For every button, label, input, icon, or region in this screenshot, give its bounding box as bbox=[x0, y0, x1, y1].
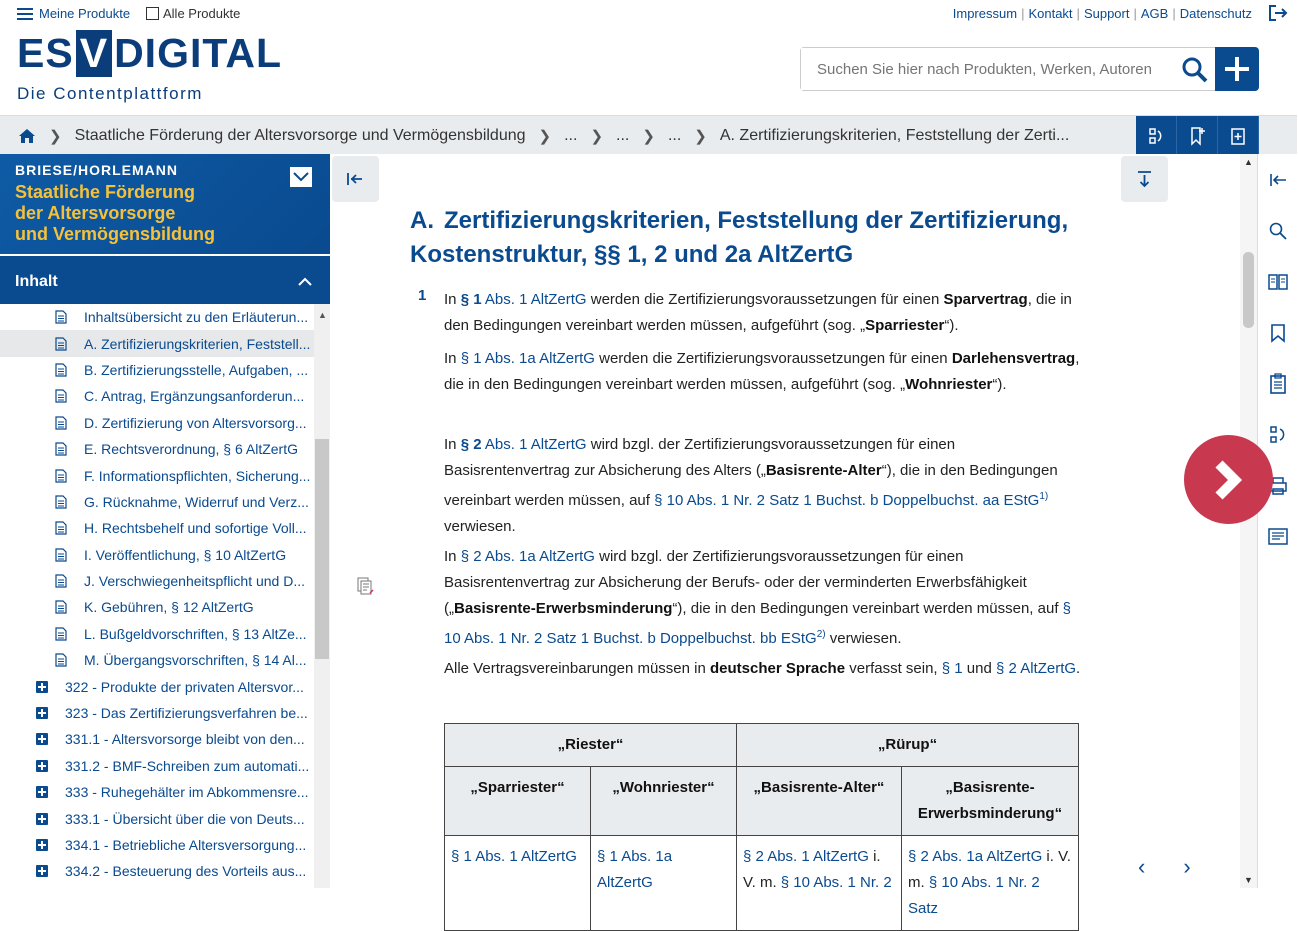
toc-chapter-item[interactable] bbox=[0, 832, 314, 858]
table-group-header: „Rürup“ bbox=[737, 724, 1079, 767]
toc-chapter-item[interactable] bbox=[0, 673, 314, 699]
expand-plus-icon[interactable] bbox=[36, 839, 48, 851]
search-icon bbox=[1268, 221, 1288, 241]
document-icon bbox=[55, 363, 67, 377]
toc-document-item[interactable] bbox=[0, 383, 314, 409]
toc-item-label: 334.2 - Besteuerung des Vorteils aus... bbox=[65, 863, 307, 880]
table-group-header-row bbox=[445, 724, 1079, 767]
top-bar bbox=[0, 0, 1297, 115]
clipboard-add-icon bbox=[1228, 126, 1248, 146]
comparison-table bbox=[444, 723, 1079, 931]
paragraph-5: Alle Vertragsvereinbarungen müssen in deutscher Sprache verfasst sein, § 1 und § 2 AltZertG. bbox=[444, 660, 1081, 677]
toc-chapter-item[interactable] bbox=[0, 753, 314, 779]
toc-document-item[interactable] bbox=[0, 330, 314, 356]
document-icon bbox=[55, 600, 67, 614]
toc-item-label: 322 - Produkte der privaten Altersvor... bbox=[65, 678, 304, 695]
toc-item-label: 331.1 - Altersvorsorge bleibt von den... bbox=[65, 731, 305, 748]
expand-plus-icon[interactable] bbox=[36, 813, 48, 825]
footnote-2[interactable]: 2) bbox=[816, 629, 826, 640]
document-icon bbox=[55, 416, 67, 430]
notes-panel-button[interactable] bbox=[1258, 511, 1298, 562]
link-par2-b[interactable]: § 2 AltZertG bbox=[996, 660, 1077, 677]
link-estg-bb[interactable]: § 10 Abs. 1 Nr. 2 Satz 1 Buchst. b Doppelbuchst. bb EStG bbox=[444, 600, 1071, 647]
search-input[interactable] bbox=[801, 48, 1171, 90]
toc-item-label: M. Übergangsvorschriften, § 14 Al... bbox=[84, 652, 307, 669]
book-icon bbox=[1267, 272, 1289, 292]
expand-plus-icon[interactable] bbox=[36, 760, 48, 772]
table-cell-link[interactable]: § 10 Abs. 1 Nr. 2 Satz bbox=[908, 874, 1040, 917]
document-icon bbox=[55, 310, 67, 324]
expand-plus-icon[interactable] bbox=[36, 707, 48, 719]
search-icon[interactable] bbox=[1181, 56, 1209, 84]
clipboard-panel-button[interactable] bbox=[1258, 358, 1298, 409]
document-icon bbox=[55, 389, 67, 403]
alle-produkte-label: Alle Produkte bbox=[163, 6, 241, 21]
toc-item-label: 334.1 - Betriebliche Altersversorgung... bbox=[65, 837, 307, 853]
table-cell-link[interactable]: § 1 Abs. 1 AltZertG bbox=[451, 848, 577, 865]
breadcrumb-item[interactable]: ... bbox=[667, 126, 682, 144]
breadcrumb-bar bbox=[0, 115, 1297, 154]
search-panel-button[interactable] bbox=[1258, 205, 1298, 256]
document-icon bbox=[55, 442, 67, 456]
toc-document-item[interactable] bbox=[0, 462, 314, 488]
alle-produkte-toggle[interactable] bbox=[146, 6, 240, 21]
link-par1-abs1a[interactable]: § 1 Abs. 1a AltZertG bbox=[460, 350, 595, 367]
breadcrumb-tools bbox=[1136, 116, 1259, 155]
toc-document-item[interactable] bbox=[0, 515, 314, 541]
document-icon bbox=[55, 653, 67, 667]
table-group-header: „Riester“ bbox=[445, 724, 737, 767]
collapse-left-icon bbox=[332, 156, 379, 202]
history-button[interactable] bbox=[1136, 116, 1177, 155]
inhalt-header[interactable] bbox=[0, 254, 330, 304]
toc-item-label: A. Zertifizierungskriterien, Feststell... bbox=[84, 335, 311, 352]
note-icon[interactable] bbox=[355, 576, 375, 596]
link-support[interactable]: Support bbox=[1083, 6, 1130, 21]
table-column-header: „Sparriester“ bbox=[445, 767, 591, 836]
table-cell-link[interactable]: § 2 Abs. 1a AltZertG bbox=[908, 848, 1043, 865]
bookmark-icon bbox=[1269, 323, 1287, 343]
toc-item-label: G. Rücknahme, Widerruf und Verz... bbox=[84, 493, 309, 510]
breadcrumb-current: A. Zertifizierungskriterien, Feststellung der Zerti... bbox=[719, 126, 1070, 144]
document-scroll-thumb[interactable] bbox=[1243, 252, 1254, 328]
collapse-sidebar-button[interactable] bbox=[332, 156, 379, 202]
toc-item-label: D. Zertifizierung von Altersvorsorg... bbox=[84, 414, 307, 431]
toc-chapter-item[interactable] bbox=[0, 726, 314, 752]
document-icon bbox=[55, 574, 67, 588]
section-heading: A. Zertifizierungskriterien, Feststellung der Zertifizierung, Kostenstruktur, §§ 1, 2 und 2a AltZertG bbox=[410, 207, 1069, 268]
history-icon bbox=[1146, 126, 1166, 146]
breadcrumb-item[interactable]: ... bbox=[564, 126, 578, 144]
paragraph-1: In § 1 Abs. 1 AltZertG werden die Zertifizierungsvoraussetzungen für einen Sparvertrag, die in den Bedingungen vereinbart werden müssen, aufgeführt (sog. „Sparriester“). bbox=[444, 291, 1072, 334]
next-arrow-icon[interactable]: › bbox=[1183, 854, 1191, 879]
document-icon bbox=[55, 469, 67, 483]
book-title: Staatliche Förderung der Altersvorsorge und Vermögensbildung bbox=[15, 182, 216, 244]
add-button[interactable] bbox=[1215, 47, 1259, 91]
toc-item-label: Inhaltsübersicht zu den Erläuterun... bbox=[84, 309, 309, 326]
table-column-header: „Basisrente-Alter“ bbox=[737, 767, 902, 836]
link-kontakt[interactable]: Kontakt bbox=[1028, 6, 1073, 21]
toc-item-label: 323 - Das Zertifizierungsverfahren be... bbox=[65, 705, 308, 722]
toc-item-label: J. Verschwiegenheitspflicht und D... bbox=[84, 573, 306, 590]
table-cell-link[interactable]: § 2 Abs. 1 AltZertG bbox=[743, 848, 869, 865]
notes-icon bbox=[1267, 526, 1289, 548]
toc-item-label: K. Gebühren, § 12 AltZertG bbox=[84, 599, 254, 616]
document-icon bbox=[55, 495, 67, 509]
bookmark-add-icon bbox=[1187, 126, 1207, 146]
toc-chapter-item[interactable] bbox=[0, 858, 314, 884]
toc-chapter-item[interactable] bbox=[0, 700, 314, 726]
toc-item-label: 331.2 - BMF-Schreiben zum automati... bbox=[65, 757, 310, 774]
toc-document-item[interactable] bbox=[0, 436, 314, 462]
breadcrumb-item[interactable]: Staatliche Förderung der Altersvorsorge und Vermögensbildung bbox=[74, 126, 526, 144]
sidebar bbox=[0, 154, 330, 888]
menu-icon bbox=[17, 8, 33, 20]
toc-item-label: B. Zertifizierungsstelle, Aufgaben, ... bbox=[84, 361, 309, 378]
table-cell: § 2 Abs. 1 AltZertG i. V. m. § 10 Abs. 1 Nr. 2 bbox=[737, 836, 902, 931]
search-box bbox=[800, 47, 1216, 91]
link-estg-aa[interactable]: § 10 Abs. 1 Nr. 2 Satz 1 Buchst. b Doppelbuchst. aa EStG bbox=[654, 492, 1040, 509]
book-dropdown-button[interactable] bbox=[290, 167, 312, 187]
book-panel-button[interactable] bbox=[1258, 256, 1298, 307]
next-chapter-button[interactable] bbox=[1184, 435, 1273, 524]
meine-produkte-link[interactable] bbox=[17, 6, 130, 21]
toc-item-label: 333.1 - Übersicht über die von Deuts... bbox=[65, 810, 305, 827]
table-header-row bbox=[445, 767, 1079, 836]
document-icon bbox=[55, 627, 67, 641]
top-links: Impressum | Kontakt | Support | AGB | Datenschutz bbox=[952, 6, 1252, 21]
expand-plus-icon[interactable] bbox=[36, 733, 48, 745]
toc-item-label: I. Veröffentlichung, § 10 AltZertG bbox=[84, 546, 287, 563]
esv-logo[interactable]: ES V DIGITAL bbox=[17, 30, 282, 76]
chevron-up-icon bbox=[298, 275, 312, 289]
toc-document-item[interactable] bbox=[0, 542, 314, 568]
link-impressum[interactable]: Impressum bbox=[952, 6, 1018, 21]
link-par2-abs1[interactable]: Abs. 1 AltZertG bbox=[481, 436, 587, 453]
meine-produkte-label: Meine Produkte bbox=[39, 6, 131, 21]
collapse-panel-button[interactable] bbox=[1258, 154, 1298, 205]
table-cell bbox=[445, 836, 591, 931]
toc-chapter-item[interactable] bbox=[0, 779, 314, 805]
table-column-header: „Basisrente-Erwerbsminderung“ bbox=[902, 767, 1079, 836]
toc-item-label: 333 - Ruhegehälter im Abkommensre... bbox=[65, 784, 309, 801]
table-cell-link[interactable]: § 10 Abs. 1 Nr. 2 bbox=[780, 874, 892, 891]
document-icon bbox=[55, 548, 67, 562]
toc-scroll-thumb[interactable] bbox=[315, 439, 329, 659]
table-column-header: „Wohnriester“ bbox=[591, 767, 737, 836]
paragraph-4: In § 2 Abs. 1a AltZertG wird bzgl. der Zertifizierungsvoraussetzungen für einen Basisrentenvertrag zur Absicherung der Berufs- oder der verminderten Erwerbsfähigkeit („Basisrente-Erwerbsminderung“), die in den Bedingungen vereinbart werden müssen, auf § 10 Abs. 1 Nr. 2 Satz 1 Buchst. b Doppelbuchst. bb EStG$^{2)}$ verwiesen. bbox=[444, 548, 1071, 647]
toc-item-label: C. Antrag, Ergänzungsanforderun... bbox=[84, 388, 305, 405]
clipboard-add-button[interactable] bbox=[1218, 116, 1259, 155]
toc-document-item[interactable] bbox=[0, 647, 314, 673]
right-toolbar bbox=[1257, 154, 1297, 888]
logo-subtitle: Die Contentplattform bbox=[17, 84, 203, 103]
toc-document-item[interactable] bbox=[0, 410, 314, 436]
document-scrollbar[interactable]: ▲ ▼ bbox=[1240, 154, 1257, 888]
bookmark-panel-button[interactable] bbox=[1258, 307, 1298, 358]
toc-document-item[interactable] bbox=[0, 489, 314, 515]
expand-plus-icon[interactable] bbox=[36, 681, 48, 693]
toc-chapter-item[interactable] bbox=[0, 805, 314, 831]
breadcrumb-item[interactable]: ... bbox=[616, 126, 630, 144]
document-icon bbox=[55, 337, 67, 351]
toc-scrollbar[interactable]: ▲ bbox=[314, 304, 330, 888]
expand-down-icon bbox=[1121, 156, 1168, 202]
table-cell: § 2 Abs. 1a AltZertG i. V. m. § 10 Abs. 1 Nr. 2 Satz bbox=[902, 836, 1079, 931]
page-nav bbox=[1138, 854, 1191, 880]
paragraph-2: In § 1 Abs. 1a AltZertG werden die Zertifizierungsvoraussetzungen für einen Darlehensvertrag, die in den Bedingungen vereinbart werden müssen, aufgeführt (sog. „Wohnriester“). bbox=[444, 350, 1080, 393]
bookmark-add-button[interactable] bbox=[1177, 116, 1218, 155]
toc-item-label: L. Bußgeldvorschriften, § 13 AltZe... bbox=[84, 625, 307, 642]
logout-icon[interactable] bbox=[1268, 4, 1288, 22]
book-authors: BRIESE/HORLEMANN bbox=[15, 162, 179, 178]
table-of-contents bbox=[0, 304, 314, 888]
expand-plus-icon[interactable] bbox=[36, 786, 48, 798]
alle-produkte-checkbox[interactable] bbox=[146, 7, 159, 20]
link-datenschutz[interactable]: Datenschutz bbox=[1179, 6, 1252, 21]
clipboard-icon bbox=[1269, 373, 1287, 395]
toc-item-label: E. Rechtsverordnung, § 6 AltZertG bbox=[84, 441, 298, 458]
inhalt-label: Inhalt bbox=[15, 273, 58, 290]
table-row bbox=[445, 836, 1079, 931]
paragraph-3: In § 2 Abs. 1 AltZertG wird bzgl. der Zertifizierungsvoraussetzungen für einen Basisrentenvertrag zur Absicherung des Alters („Basisrente-Alter“), die in den Bedingungen vereinbart werden müssen, auf § 10 Abs. 1 Nr. 2 Satz 1 Buchst. b Doppelbuchst. aa EStG$^{1)}$ verwiesen. bbox=[444, 436, 1058, 535]
previous-arrow-icon[interactable]: ‹ bbox=[1138, 854, 1146, 879]
toc-item-label: H. Rechtsbehelf und sofortige Voll... bbox=[84, 520, 307, 537]
toc-document-item[interactable] bbox=[0, 594, 314, 620]
link-par2-abs1a[interactable]: § 2 Abs. 1a AltZertG bbox=[460, 548, 595, 565]
chevron-right-icon bbox=[1207, 458, 1251, 502]
collapse-left-icon bbox=[1267, 169, 1289, 191]
document-icon bbox=[55, 521, 67, 535]
toc-document-item[interactable] bbox=[0, 357, 314, 383]
expand-plus-icon[interactable] bbox=[36, 865, 48, 877]
table-cell-link[interactable]: § 1 Abs. 1a AltZertG bbox=[597, 848, 673, 891]
history-icon bbox=[1267, 424, 1289, 446]
link-par2[interactable]: § 2 bbox=[460, 436, 482, 453]
paragraph-number: 1 bbox=[418, 287, 427, 304]
toc-document-item[interactable] bbox=[0, 568, 314, 594]
toc-document-item[interactable] bbox=[0, 621, 314, 647]
home-icon[interactable] bbox=[18, 127, 36, 145]
link-agb[interactable]: AGB bbox=[1140, 6, 1169, 21]
breadcrumb: ❯ Staatliche Förderung der Altersvorsorge und Vermögensbildung ❯ ... ❯ ... ❯ ... ❯ A. Zertifizierungskriterien, Feststellung der Zerti... bbox=[18, 116, 1069, 155]
link-par1[interactable]: § 1 bbox=[460, 291, 482, 308]
link-par1-b[interactable]: § 1 bbox=[941, 660, 963, 677]
book-header bbox=[0, 154, 330, 254]
toc-document-item[interactable] bbox=[0, 304, 314, 330]
expand-down-button[interactable] bbox=[1121, 156, 1168, 202]
table-cell bbox=[591, 836, 737, 931]
link-par1-abs1[interactable]: Abs. 1 AltZertG bbox=[481, 291, 587, 308]
chevron-down-icon bbox=[291, 168, 311, 186]
toc-item-label: F. Informationspflichten, Sicherung... bbox=[84, 467, 311, 484]
document-pane bbox=[330, 154, 1257, 917]
footnote-1[interactable]: 1) bbox=[1039, 491, 1049, 502]
